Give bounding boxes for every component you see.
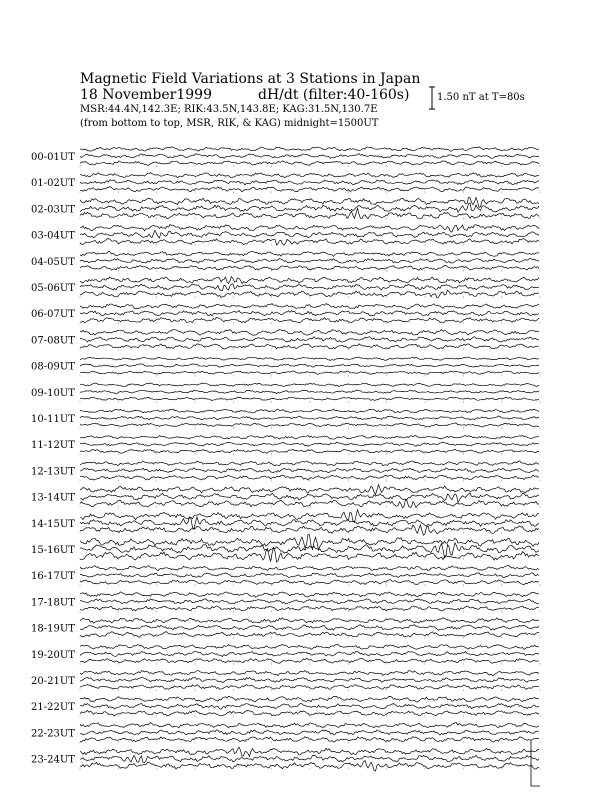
row-label-15-16UT: 15-16UT [31, 545, 75, 556]
row-label-07-08UT: 07-08UT [31, 335, 75, 347]
trace-rik-23-24UT [80, 755, 539, 763]
trace-kag-06-07UT [80, 304, 539, 310]
trace-rik-09-10UT [80, 390, 539, 393]
trace-msr-21-22UT [80, 710, 539, 716]
scale-bar-label: 1.50 nT at T=80s [437, 92, 525, 103]
trace-msr-18-19UT [80, 632, 539, 637]
station-coordinates: MSR:44.4N,142.3E; RIK:43.5N,143.8E; KAG:31.5N,130.7E [80, 104, 378, 115]
trace-rik-06-07UT [80, 311, 539, 316]
row-label-16-17UT: 16-17UT [31, 571, 75, 583]
row-label-14-15UT: 14-15UT [31, 518, 75, 530]
trace-msr-09-10UT [80, 397, 539, 400]
trace-msr-12-13UT [80, 475, 539, 480]
row-label-13-14UT: 13-14UT [31, 492, 75, 504]
trace-rik-13-14UT [80, 493, 539, 503]
trace-msr-01-02UT [80, 187, 539, 192]
trace-msr-19-20UT [80, 658, 539, 663]
trace-msr-02-03UT [80, 208, 539, 218]
row-label-09-10UT: 09-10UT [31, 387, 75, 399]
row-label-19-20UT: 19-20UT [31, 649, 75, 661]
trace-msr-15-16UT [80, 548, 539, 562]
trace-kag-07-08UT [80, 329, 539, 335]
trace-kag-21-22UT [80, 696, 539, 702]
row-label-08-09UT: 08-09UT [31, 361, 75, 373]
chart-title: Magnetic Field Variations at 3 Stations in Japan [80, 71, 421, 87]
trace-rik-04-05UT [80, 258, 539, 263]
trace-kag-01-02UT [80, 173, 539, 178]
row-label-04-05UT: 04-05UT [31, 256, 75, 268]
trace-msr-22-23UT [80, 737, 539, 742]
row-label-10-11UT: 10-11UT [31, 414, 75, 425]
trace-rik-12-13UT [80, 468, 539, 473]
trace-kag-18-19UT [80, 618, 539, 624]
trace-rik-20-21UT [80, 677, 539, 682]
trace-msr-20-21UT [80, 684, 539, 689]
trace-kag-16-17UT [80, 566, 539, 571]
row-label-23-24UT: 23-24UT [31, 754, 75, 766]
row-label-05-06UT: 05-06UT [31, 283, 75, 294]
row-label-01-02UT: 01-02UT [31, 178, 75, 190]
trace-rik-00-01UT [80, 154, 539, 159]
trace-kag-20-21UT [80, 670, 539, 675]
trace-kag-08-09UT [80, 357, 539, 360]
row-label-12-13UT: 12-13UT [31, 466, 75, 478]
trace-rik-19-20UT [80, 651, 539, 656]
trace-msr-10-11UT [80, 423, 539, 427]
row-label-21-22UT: 21-22UT [31, 702, 75, 714]
trace-msr-13-14UT [80, 499, 539, 508]
trace-kag-12-13UT [80, 461, 539, 466]
trace-kag-09-10UT [80, 383, 539, 387]
trace-rik-03-04UT [80, 230, 539, 238]
station-order-note: (from bottom to top, MSR, RIK, & KAG) midnight=1500UT [80, 118, 379, 129]
trace-kag-10-11UT [80, 409, 539, 413]
trace-msr-03-04UT [80, 239, 539, 245]
trace-rik-10-11UT [80, 416, 539, 420]
trace-rik-18-19UT [80, 625, 539, 630]
trace-rik-16-17UT [80, 573, 539, 578]
row-label-22-23UT: 22-23UT [31, 728, 75, 740]
trace-msr-11-12UT [80, 449, 539, 453]
trace-msr-17-18UT [80, 606, 539, 611]
row-label-00-01UT: 00-01UT [31, 152, 75, 163]
trace-rik-08-09UT [80, 364, 539, 367]
trace-msr-05-06UT [80, 290, 539, 298]
trace-msr-04-05UT [80, 265, 539, 270]
trace-kag-19-20UT [80, 644, 539, 649]
row-label-02-03UT: 02-03UT [31, 204, 75, 216]
row-label-11-12UT: 11-12UT [31, 440, 75, 452]
row-label-18-19UT: 18-19UT [31, 623, 75, 635]
row-label-20-21UT: 20-21UT [31, 676, 75, 687]
trace-rik-07-08UT [80, 337, 539, 342]
trace-kag-17-18UT [80, 592, 539, 597]
trace-rik-01-02UT [80, 180, 539, 185]
trace-kag-05-06UT [80, 277, 539, 284]
row-label-17-18UT: 17-18UT [31, 597, 75, 609]
chart-date: 18 November1999 [80, 87, 212, 103]
trace-msr-00-01UT [80, 161, 539, 166]
trace-rik-14-15UT [80, 517, 539, 529]
trace-kag-22-23UT [80, 723, 539, 728]
trace-msr-14-15UT [80, 525, 539, 535]
trace-kag-03-04UT [80, 225, 539, 232]
end-marker [531, 740, 540, 786]
trace-rik-17-18UT [80, 599, 539, 604]
trace-msr-16-17UT [80, 580, 539, 585]
trace-kag-23-24UT [80, 747, 539, 756]
trace-msr-23-24UT [80, 760, 539, 771]
row-label-06-07UT: 06-07UT [31, 309, 75, 321]
trace-rik-15-16UT [80, 543, 539, 558]
chart-quantity: dH/dt (filter:40-160s) [258, 87, 410, 103]
trace-rik-11-12UT [80, 442, 539, 446]
trace-rik-21-22UT [80, 703, 539, 709]
trace-msr-08-09UT [80, 371, 539, 374]
trace-kag-11-12UT [80, 435, 539, 439]
row-label-03-04UT: 03-04UT [31, 230, 75, 242]
trace-kag-04-05UT [80, 251, 539, 256]
trace-rik-02-03UT [80, 203, 539, 212]
trace-rik-22-23UT [80, 730, 539, 735]
trace-rik-05-06UT [80, 284, 539, 291]
trace-msr-07-08UT [80, 344, 539, 349]
trace-kag-00-01UT [80, 147, 539, 151]
trace-msr-06-07UT [80, 318, 539, 323]
